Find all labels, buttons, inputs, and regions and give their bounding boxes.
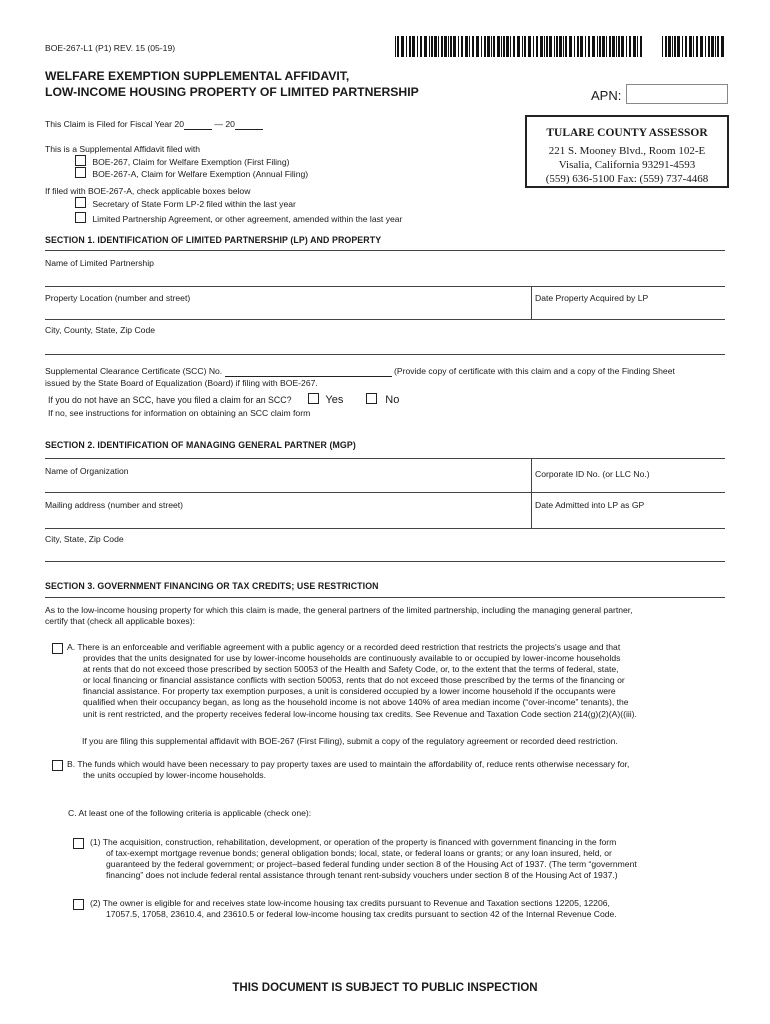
option-b-text: [67, 759, 727, 781]
mgp-city-label: City, State, Zip Code: [45, 534, 124, 544]
date-acquired-field[interactable]: [533, 305, 725, 319]
lp-name-field[interactable]: [45, 270, 725, 286]
paragraph-line: or local financing or financial assistance conflicts with section 50053, rents that do not exceed those prescribed by the terms of the financing or: [83, 675, 625, 686]
scc-question-row: [48, 393, 399, 406]
lp-city-field[interactable]: [45, 337, 725, 354]
date-admitted-field[interactable]: [533, 512, 725, 527]
option-lp-agreement: [75, 212, 402, 225]
apn-field[interactable]: [626, 84, 728, 104]
lp-city-label: City, County, State, Zip Code: [45, 325, 156, 335]
divider: [531, 286, 532, 319]
lp-agreement-checkbox[interactable]: [75, 212, 86, 223]
paragraph-line: guaranteed by the federal government; or project–based federal funding under section 8 of the Housing Act of 1937. (The term “government: [106, 859, 637, 870]
divider: [45, 528, 725, 529]
paragraph-line: (2) The owner is eligible for and receives state low-income housing tax credits pursuant to Revenue and Taxation sections 12205, 12206,: [90, 898, 610, 908]
if-filed-267a: If filed with BOE-267-A, check applicable boxes below: [45, 186, 251, 196]
paragraph-line: provides that the units designated for use by lower-income households are continuously available to or occupied by lower-income households: [83, 653, 621, 664]
paragraph-line: unit is rent restricted, and the property receives federal low-income housing tax credits. See Revenue and Taxation Code section 214(g)(2)(A)((iii).: [83, 708, 637, 719]
scc-yes-checkbox[interactable]: [308, 393, 319, 404]
date-admitted-label: Date Admitted into LP as GP: [535, 500, 645, 510]
property-location-field[interactable]: [45, 305, 529, 319]
assessor-address2: Visalia, California 93291-4593: [558, 159, 696, 171]
fiscal-year-dash: —: [214, 119, 223, 129]
annual-filing-checkbox[interactable]: [75, 167, 86, 178]
first-filing-checkbox[interactable]: [75, 155, 86, 166]
divider: [531, 458, 532, 528]
lp-name-label: Name of Limited Partnership: [45, 258, 154, 268]
fiscal-year-line: [45, 119, 263, 130]
property-location-label: Property Location (number and street): [45, 293, 191, 303]
form-title-line2: LOW-INCOME HOUSING PROPERTY OF LIMITED PARTNERSHIP: [45, 85, 419, 99]
paragraph-line: A. There is an enforceable and verifiable agreement with a public agency or a recorded deed restriction that restricts the projects's usage and that: [67, 642, 621, 652]
barcode-left: [395, 36, 647, 57]
assessor-box: [525, 115, 729, 188]
divider: [45, 354, 725, 355]
first-filing-label: BOE-267, Claim for Welfare Exemption (First Filing): [92, 157, 290, 167]
fiscal-year-end-field[interactable]: [235, 129, 263, 130]
paragraph-line: qualified when their occupancy began, as long as the household income is not above 140% of area median income (“over-income” tenants), the: [83, 697, 629, 708]
public-inspection-notice: THIS DOCUMENT IS SUBJECT TO PUBLIC INSPECTION: [232, 982, 538, 994]
option-lp2: [75, 197, 296, 210]
scc-line: [45, 366, 730, 377]
assessor-address1: 221 S. Mooney Blvd., Room 102-E: [548, 145, 706, 157]
paragraph-line: financial assistance. For property tax exemption purposes, a unit is considered occupied by a lower income household if the occupants were: [83, 686, 616, 697]
corp-id-label: Corporate ID No. (or LLC No.): [535, 469, 650, 479]
paragraph-line: B. The funds which would have been necessary to pay property taxes are used to maintain the affordability of, reduce rents otherwise necessary for,: [67, 759, 630, 769]
option-b-checkbox[interactable]: [52, 760, 63, 771]
divider: [45, 250, 725, 251]
scc-prefix: Supplemental Clearance Certificate (SCC) No.: [45, 366, 223, 376]
option-a-checkbox[interactable]: [52, 643, 63, 654]
fiscal-year-prefix: This Claim is Filed for Fiscal Year 20: [45, 119, 184, 129]
paragraph-line: at rents that do not exceed those prescribed by section 50053 of the Health and Safety Code, or, to the extent that the terms of federal, state,: [83, 664, 619, 675]
divider: [45, 286, 725, 287]
divider: [45, 561, 725, 562]
form-title-line1: WELFARE EXEMPTION SUPPLEMENTAL AFFIDAVIT,: [45, 69, 350, 83]
barcode-right: [662, 36, 728, 57]
scc-no-checkbox[interactable]: [366, 393, 377, 404]
mailing-address-label: Mailing address (number and street): [45, 500, 184, 510]
form-title: [45, 68, 419, 100]
scc-yes-label: Yes: [325, 394, 344, 406]
section3-intro-line2: certify that (check all applicable boxes):: [45, 616, 195, 627]
date-acquired-label: Date Property Acquired by LP: [535, 293, 649, 303]
fiscal-year-start-field[interactable]: [184, 129, 212, 130]
lp-agreement-label: Limited Partnership Agreement, or other agreement, amended within the last year: [92, 214, 403, 224]
annual-filing-label: BOE-267-A, Claim for Welfare Exemption (Annual Filing): [92, 169, 309, 179]
paragraph-line: 17057.5, 17058, 23610.4, and 23610.5 or federal low-income housing tax credits pursuant to section 42 of the Internal Revenue Code.: [106, 909, 617, 920]
paragraph-line: the units occupied by lower-income households.: [83, 770, 266, 781]
option-a-note: If you are filing this supplemental affidavit with BOE-267 (First Filing), submit a copy of the regulatory agreement or recorded deed restriction.: [82, 736, 618, 746]
mgp-city-field[interactable]: [45, 546, 725, 561]
section1-heading: SECTION 1. IDENTIFICATION OF LIMITED PARTNERSHIP (LP) AND PROPERTY: [45, 235, 382, 245]
option-a-text: [67, 642, 727, 720]
divider: [45, 319, 725, 320]
assessor-name: TULARE COUNTY ASSESSOR: [546, 127, 708, 139]
option-c2-text: [90, 898, 726, 920]
scc-line2: issued by the State Board of Equalization (Board) if filing with BOE-267.: [45, 378, 318, 388]
supplemental-intro: This is a Supplemental Affidavit filed with: [45, 144, 201, 154]
lp2-checkbox[interactable]: [75, 197, 86, 208]
section2-heading: SECTION 2. IDENTIFICATION OF MANAGING GENERAL PARTNER (MGP): [45, 440, 356, 450]
section3-intro-line1: As to the low-income housing property for which this claim is made, the general partners of the limited partnership, including the managing general partner,: [45, 605, 633, 615]
section3-intro: [45, 605, 730, 627]
fiscal-year-mid: 20: [225, 119, 235, 129]
mailing-address-field[interactable]: [45, 512, 529, 527]
scc-question: If you do not have an SCC, have you filed a claim for an SCC?: [48, 395, 292, 405]
scc-no-label: No: [385, 394, 400, 406]
org-name-label: Name of Organization: [45, 466, 129, 476]
divider: [45, 597, 725, 598]
form-id: BOE-267-L1 (P1) REV. 15 (05-19): [45, 43, 176, 53]
apn-label: APN:: [591, 88, 622, 103]
option-c1-checkbox[interactable]: [73, 838, 84, 849]
paragraph-line: financing” does not include federal rental assistance through tenant rent-subsidy vouchers under section 8 of the Housing Act of 1937.): [106, 870, 618, 881]
corp-id-field[interactable]: [533, 480, 725, 492]
option-c-intro: C. At least one of the following criteria is applicable (check one):: [68, 808, 312, 818]
divider: [45, 458, 725, 459]
scc-number-field[interactable]: [225, 366, 392, 377]
paragraph-line: (1) The acquisition, construction, rehabilitation, development, or operation of the property is financed with government financing in the form: [90, 837, 617, 847]
assessor-phone: (559) 636-5100 Fax: (559) 737-4468: [545, 173, 709, 185]
section3-heading: SECTION 3. GOVERNMENT FINANCING OR TAX CREDITS; USE RESTRICTION: [45, 581, 379, 591]
paragraph-line: of tax-exempt mortgage revenue bonds; general obligation bonds; local, state, or federal loans or grants; or any loan insured, held, or: [106, 848, 612, 859]
scc-suffix: (Provide copy of certificate with this claim and a copy of the Finding Sheet: [393, 366, 675, 376]
option-annual-filing: [75, 167, 308, 180]
scc-instructions: If no, see instructions for information on obtaining an SCC claim form: [48, 408, 311, 418]
divider: [45, 492, 725, 493]
org-name-field[interactable]: [45, 478, 529, 492]
lp2-label: Secretary of State Form LP-2 filed within the last year: [92, 199, 296, 209]
option-c2-checkbox[interactable]: [73, 899, 84, 910]
option-c1-text: [90, 837, 726, 881]
